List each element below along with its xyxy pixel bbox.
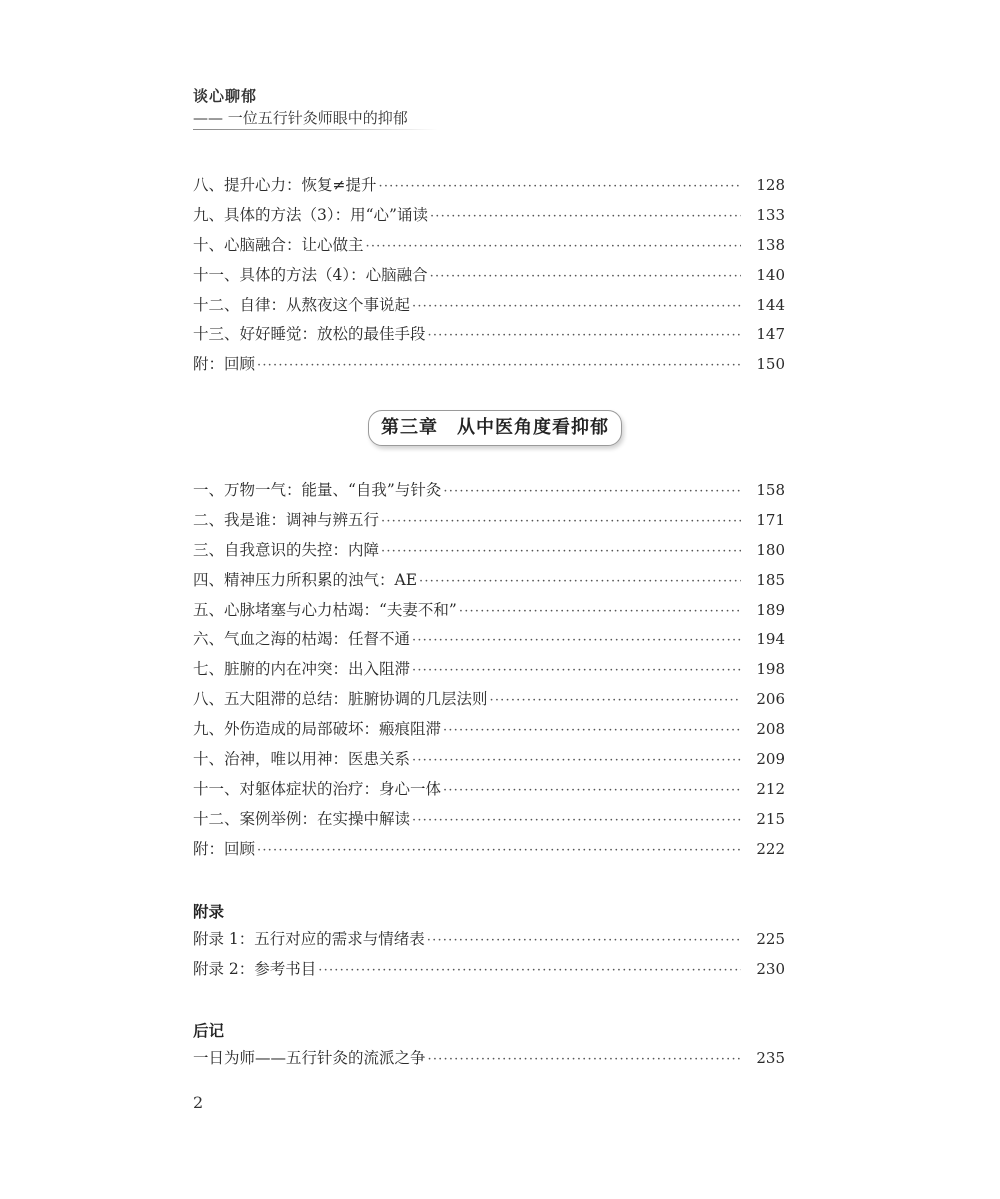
- appendix-heading[interactable]: 附录: [193, 903, 225, 921]
- toc-entry[interactable]: [193, 688, 785, 718]
- header-rule: [193, 129, 438, 130]
- toc-entry[interactable]: [193, 1047, 785, 1077]
- toc-entry-label: 附录 2：参考书目: [193, 959, 317, 978]
- toc-entry-page: 128: [756, 176, 785, 194]
- toc-entry-label: 附：回顾: [193, 355, 256, 374]
- toc-entry[interactable]: [193, 353, 785, 383]
- leader-dots: [428, 325, 741, 347]
- leader-dots: [427, 930, 741, 952]
- toc-entry-page: 235: [756, 1049, 785, 1067]
- toc-entry[interactable]: [193, 479, 785, 509]
- toc-entry[interactable]: [193, 628, 785, 658]
- toc-entry-label: 附录 1：五行对应的需求与情绪表: [193, 930, 425, 948]
- toc-entry-page: 138: [756, 235, 785, 254]
- toc-entry-label: 十二、自律：从熬夜这个事说起: [193, 295, 411, 314]
- toc-entry[interactable]: [193, 838, 785, 868]
- leader-dots: [412, 630, 741, 652]
- toc-entry-label: 九、具体的方法（3）：用“心”诵读: [193, 205, 428, 224]
- toc-entry[interactable]: [193, 323, 785, 353]
- toc-entry-page: 189: [756, 600, 785, 619]
- toc-entry-page: 185: [756, 570, 785, 589]
- book-subtitle: —— 一位五行针灸师眼中的抑郁: [193, 109, 408, 127]
- toc-entry-page: 208: [756, 720, 785, 739]
- toc-entry-page: 209: [756, 750, 785, 769]
- toc-entry-page: 158: [756, 481, 785, 499]
- leader-dots: [381, 541, 741, 563]
- toc-entry-label: 四、精神压力所积累的浊气：AE: [193, 570, 418, 589]
- toc-entry-page: 222: [756, 839, 785, 858]
- leader-dots: [419, 571, 741, 593]
- toc-afterword: [193, 1047, 785, 1077]
- toc-entry-label: 七、脏腑的内在冲突：出入阻滞: [193, 660, 411, 679]
- toc-entry-label: 十三、好好睡觉：放松的最佳手段: [193, 325, 426, 344]
- leader-dots: [428, 1049, 741, 1071]
- toc-entry[interactable]: [193, 808, 785, 838]
- toc-entry-label: 附：回顾: [193, 839, 256, 858]
- toc-entry-label: 十一、对躯体症状的治疗：身心一体: [193, 779, 442, 798]
- toc-entry-label: 八、提升心力：恢复≠提升: [193, 176, 377, 194]
- leader-dots: [318, 960, 741, 982]
- toc-entry-page: 194: [756, 630, 785, 649]
- leader-dots: [430, 266, 741, 288]
- book-title: 谈心聊郁: [193, 87, 258, 105]
- leader-dots: [381, 511, 741, 533]
- chapter-heading[interactable]: 第三章 从中医角度看抑郁: [368, 410, 622, 446]
- running-head: [193, 86, 713, 129]
- toc-entry[interactable]: [193, 778, 785, 808]
- toc-entry[interactable]: [193, 234, 785, 264]
- toc-entry[interactable]: [193, 658, 785, 688]
- leader-dots: [257, 355, 741, 377]
- leader-dots: [412, 660, 741, 682]
- leader-dots: [443, 780, 741, 802]
- toc-entry[interactable]: [193, 718, 785, 748]
- toc-entry[interactable]: [193, 509, 785, 539]
- toc-entry-label: 八、五大阻滞的总结：脏腑协调的几层法则: [193, 690, 488, 709]
- toc-entry-page: 147: [756, 325, 785, 344]
- toc-entry-page: 206: [756, 690, 785, 709]
- toc-entry-page: 215: [756, 809, 785, 828]
- toc-entry[interactable]: [193, 599, 785, 629]
- toc-entry[interactable]: [193, 294, 785, 324]
- toc-part1: [193, 174, 785, 383]
- toc-entry-label: 十、治神，唯以用神：医患关系: [193, 750, 411, 769]
- toc-entry-page: 140: [756, 265, 785, 284]
- toc-entry-label: 十、心脑融合：让心做主: [193, 235, 364, 254]
- toc-entry-page: 171: [756, 510, 785, 529]
- toc-entry-page: 225: [756, 930, 785, 948]
- toc-entry[interactable]: [193, 264, 785, 294]
- toc-entry[interactable]: [193, 204, 785, 234]
- afterword-heading[interactable]: 后记: [193, 1022, 225, 1040]
- toc-entry-page: 212: [756, 779, 785, 798]
- toc-entry-page: 230: [756, 959, 785, 978]
- leader-dots: [459, 601, 741, 623]
- leader-dots: [430, 206, 741, 228]
- toc-entry-page: 198: [756, 660, 785, 679]
- toc-chapter3: [193, 479, 785, 868]
- toc-entry-page: 133: [756, 205, 785, 224]
- toc-entry-label: 二、我是谁：调神与辨五行: [193, 510, 380, 529]
- leader-dots: [443, 720, 741, 742]
- toc-entry-label: 十一、具体的方法（4）：心脑融合: [193, 265, 428, 284]
- leader-dots: [443, 481, 741, 503]
- leader-dots: [366, 236, 741, 258]
- toc-entry-label: 一日为师——五行针灸的流派之争: [193, 1049, 426, 1067]
- toc-entry-label: 六、气血之海的枯竭：任督不通: [193, 630, 411, 649]
- toc-entry[interactable]: [193, 748, 785, 778]
- toc-entry-page: 150: [756, 355, 785, 374]
- toc-entry-label: 九、外伤造成的局部破坏：瘢痕阻滞: [193, 720, 442, 739]
- toc-entry[interactable]: [193, 174, 785, 204]
- toc-entry[interactable]: [193, 569, 785, 599]
- leader-dots: [257, 840, 741, 862]
- leader-dots: [490, 690, 741, 712]
- toc-entry-page: 180: [756, 540, 785, 559]
- toc-entry[interactable]: [193, 539, 785, 569]
- toc-entry-label: 三、自我意识的失控：内障: [193, 540, 380, 559]
- leader-dots: [412, 810, 741, 832]
- toc-entry-page: 144: [756, 295, 785, 314]
- toc-entry-label: 一、万物一气：能量、“自我”与针灸: [193, 481, 442, 499]
- toc-entry[interactable]: [193, 958, 785, 988]
- leader-dots: [412, 750, 741, 772]
- leader-dots: [412, 296, 741, 318]
- page-number: 2: [193, 1093, 204, 1112]
- toc-entry[interactable]: [193, 928, 785, 958]
- toc-entry-label: 十二、案例举例：在实操中解读: [193, 809, 411, 828]
- toc-entry-label: 五、心脉堵塞与心力枯竭：“夫妻不和”: [193, 600, 457, 619]
- toc-appendix: [193, 928, 785, 988]
- leader-dots: [379, 176, 742, 198]
